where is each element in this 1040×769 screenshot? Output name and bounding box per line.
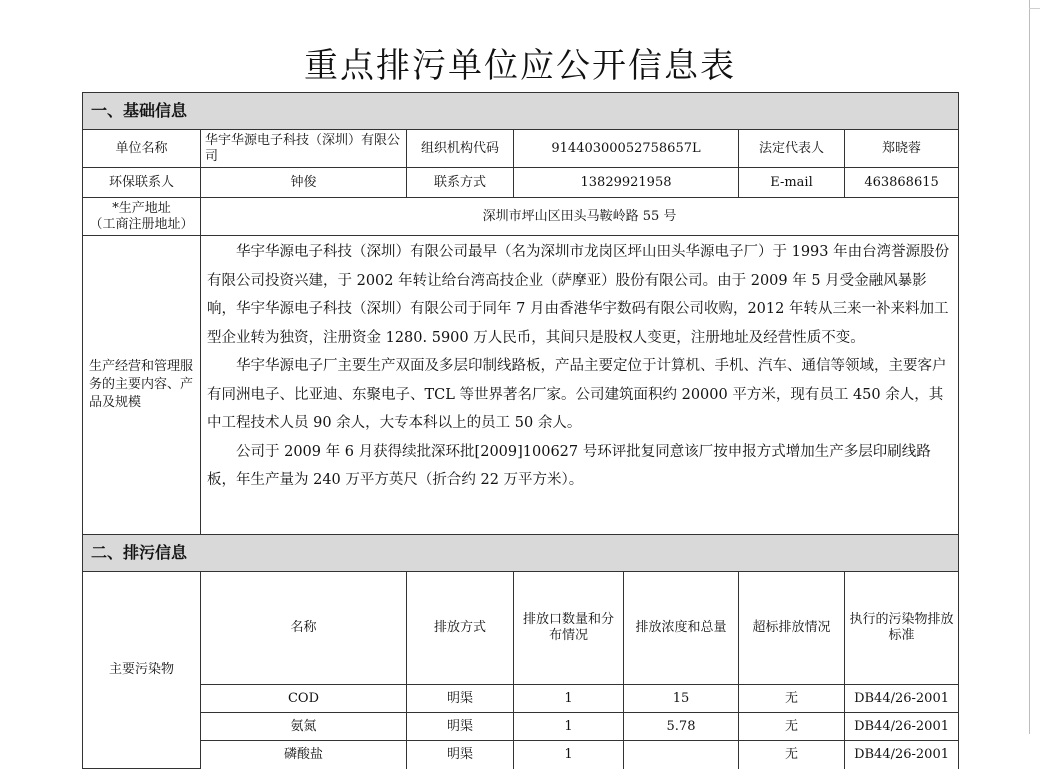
pollutant-method: 明渠 [407, 741, 514, 769]
legal-rep-label: 法定代表人 [739, 130, 845, 168]
page-corner-mark [1029, 8, 1040, 9]
contact-label: 联系方式 [407, 168, 514, 198]
pollutant-exceed: 无 [739, 685, 845, 713]
table-row [83, 741, 959, 769]
pollutant-outlets: 1 [514, 685, 624, 713]
pollutant-standard: DB44/26-2001 [845, 685, 959, 713]
col-header-standard: 执行的污染物排放标准 [845, 572, 959, 685]
pollutant-outlets: 1 [514, 741, 624, 769]
address-value: 深圳市坪山区田头马鞍岭路 55 号 [201, 198, 959, 236]
page-edge-line [1029, 0, 1030, 734]
legal-rep-value: 郑晓蓉 [845, 130, 959, 168]
pollutant-standard: DB44/26-2001 [845, 741, 959, 769]
unit-info-row [83, 130, 959, 168]
basic-section-header-row [83, 93, 959, 130]
org-code-value: 91440300052758657L [514, 130, 739, 168]
email-value: 463868615 [845, 168, 959, 198]
contact-value: 13829921958 [514, 168, 739, 198]
unit-name-label: 单位名称 [83, 130, 201, 168]
pollutant-name: COD [201, 685, 407, 713]
pollutant-concentration: 5.78 [624, 713, 739, 741]
main-pollutants-label: 主要污染物 [83, 572, 201, 769]
pollutant-standard: DB44/26-2001 [845, 713, 959, 741]
business-paragraph-3: 公司于 2009 年 6 月获得续批深环批[2009]100627 号环评批复同意该厂按申报方式增加生产多层印刷线路板，年生产量为 240 万平方英尺（折合约 22 万平方米）。 [207, 443, 931, 488]
pollution-section-header-row [83, 535, 959, 572]
pollutant-name: 磷酸盐 [201, 741, 407, 769]
pollution-section-heading: 二、排污信息 [83, 535, 959, 572]
col-header-exceed: 超标排放情况 [739, 572, 845, 685]
business-label: 生产经营和管理服务的主要内容、产品及规模 [83, 236, 201, 535]
pollutant-name: 氨氮 [201, 713, 407, 741]
col-header-method: 排放方式 [407, 572, 514, 685]
pollution-columns-row [83, 572, 959, 685]
unit-name-value: 华宇华源电子科技（深圳）有限公司 [201, 130, 407, 168]
env-contact-value: 钟俊 [201, 168, 407, 198]
col-header-concentration: 排放浓度和总量 [624, 572, 739, 685]
env-contact-label: 环保联系人 [83, 168, 201, 198]
business-paragraph-1: 华宇华源电子科技（深圳）有限公司最早（名为深圳市龙岗区坪山田头华源电子厂）于 1993 年由台湾誉源股份有限公司投资兴建，于 2002 年转让给台湾高技企业（萨摩亚）股份有限公司。由于 2009 年 5 月受金融风暴影响，华宇华源电子科技（深圳）有限公司于同年 7 月由香港华宇数码有限公司收购，2012 年转从三来一补来料加工型企业转为独资，注册资金 1280. 5900 万人民币，其间只是股权人变更，注册地址及经营性质不变。 [207, 244, 950, 346]
business-paragraph-2: 华宇华源电子厂主要生产双面及多层印制线路板，产品主要定位于计算机、手机、汽车、通信等领域，主要客户有同洲电子、比亚迪、东聚电子、TCL 等世界著名厂家。公司建筑面积约 20000 平方米，现有员工 450 余人，其中工程技术人员 90 余人，大专本科以上的员工 50 余人。 [207, 358, 947, 431]
contact-row [83, 168, 959, 198]
pollutant-exceed: 无 [739, 713, 845, 741]
address-row [83, 198, 959, 236]
disclosure-table [82, 92, 959, 769]
pollutant-outlets: 1 [514, 713, 624, 741]
business-row [83, 236, 959, 535]
table-row [83, 713, 959, 741]
document-title: 重点排污单位应公开信息表 [304, 46, 736, 86]
address-label [83, 198, 201, 236]
pollutant-method: 明渠 [407, 713, 514, 741]
pollutant-exceed: 无 [739, 741, 845, 769]
table-row [83, 685, 959, 713]
address-label-line1: *生产地址 [112, 200, 171, 216]
email-label: E-mail [739, 168, 845, 198]
pollutant-method: 明渠 [407, 685, 514, 713]
col-header-outlets: 排放口数量和分布情况 [514, 572, 624, 685]
col-header-name: 名称 [201, 572, 407, 685]
pollutant-concentration [624, 741, 739, 769]
org-code-label: 组织机构代码 [407, 130, 514, 168]
pollutant-concentration: 15 [624, 685, 739, 713]
business-description [201, 236, 959, 535]
basic-section-heading: 一、基础信息 [83, 93, 959, 130]
address-label-line2: （工商注册地址） [89, 216, 194, 232]
